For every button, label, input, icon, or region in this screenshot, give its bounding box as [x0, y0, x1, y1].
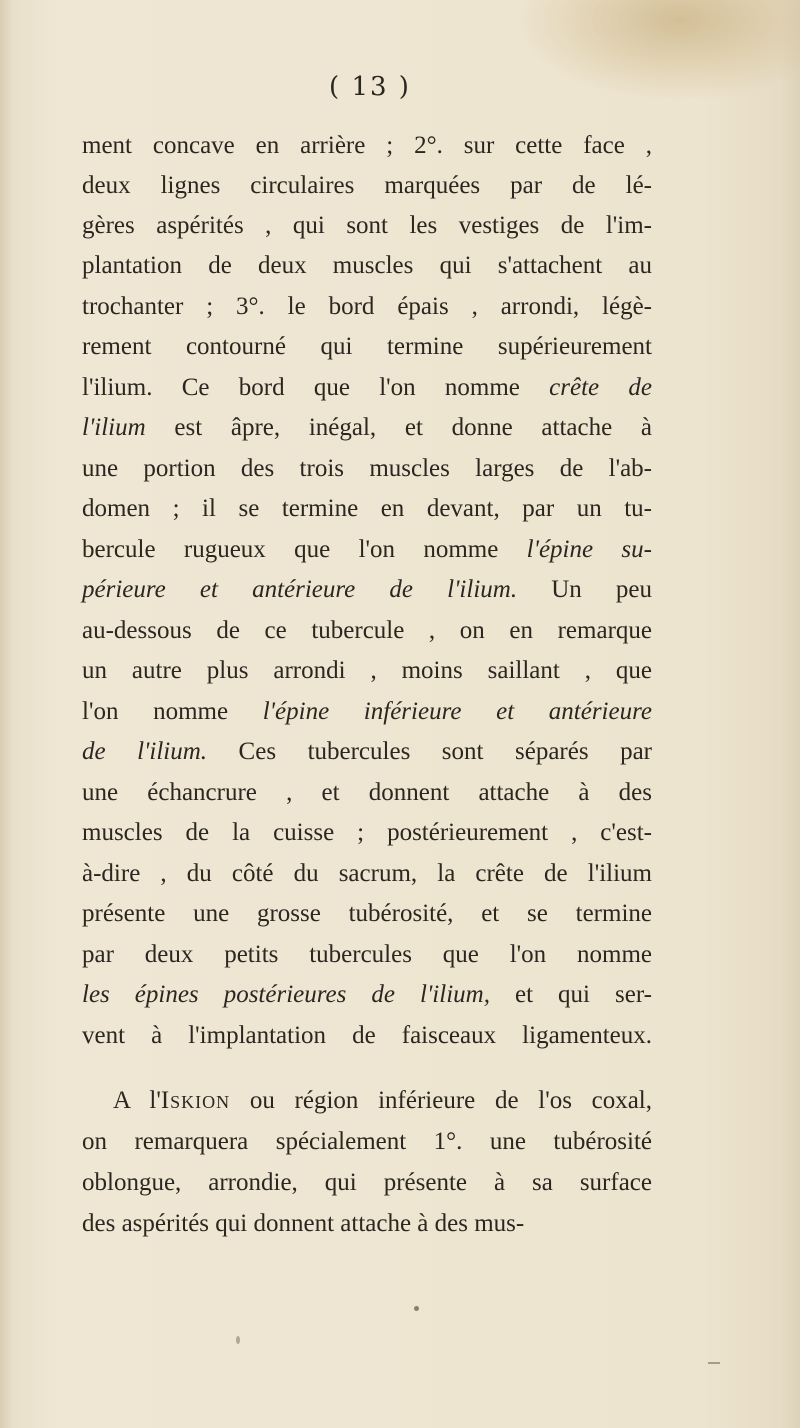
text-line: bercule rugueux que l'on nomme l'épine su- [82, 536, 652, 563]
text-line: trochanter ; 3°. le bord épais , arrondi, légè- [82, 293, 652, 320]
text-line: A l'Iskion ou région inférieure de l'os coxal, [113, 1087, 653, 1114]
text-line: périeure et antérieure de l'ilium. Un peu [82, 576, 652, 603]
text-line: deux lignes circulaires marquées par de lé- [82, 172, 652, 199]
text-line: à-dire , du côté du sacrum, la crête de l'ilium [82, 860, 652, 887]
text-line: muscles de la cuisse ; postérieurement , c'est- [82, 819, 652, 846]
italic-term: l'ilium [82, 414, 146, 441]
text-line: des aspérités qui donnent attache à des mus- [82, 1210, 525, 1237]
text-line: les épines postérieures de l'ilium, et qui ser- [82, 981, 652, 1008]
text-line: plantation de deux muscles qui s'attachent au [82, 252, 652, 279]
italic-term: périeure et antérieure de l'ilium. [82, 576, 518, 603]
text-line: l'ilium. Ce bord que l'on nomme crête de [82, 374, 652, 401]
ink-speck [708, 1362, 720, 1364]
text-line: vent à l'implantation de faisceaux ligamenteux. [82, 1022, 652, 1049]
italic-term: les épines postérieures de l'ilium, [82, 981, 490, 1008]
text-line: au-dessous de ce tubercule , on en remarque [82, 617, 652, 644]
italic-term: l'épine su- [526, 536, 652, 563]
text-line: présente une grosse tubérosité, et se termine [82, 900, 652, 927]
italic-term: l'épine inférieure et antérieure [262, 698, 652, 725]
page-number: ( 13 ) [329, 72, 411, 102]
text-line: une échancrure , et donnent attache à des [82, 779, 652, 806]
text-line: l'ilium est âpre, inégal, et donne attache à [82, 414, 652, 441]
text-line: un autre plus arrondi , moins saillant , que [82, 657, 652, 684]
italic-term: de l'ilium. [82, 738, 208, 765]
ink-speck [236, 1336, 240, 1344]
text-line: rement contourné qui termine supérieurement [82, 333, 652, 360]
text-line: l'on nomme l'épine inférieure et antérieure [82, 698, 652, 725]
text-line: domen ; il se termine en devant, par un tu- [82, 495, 652, 522]
text-line: par deux petits tubercules que l'on nomme [82, 941, 652, 968]
text-line: on remarquera spécialement 1°. une tubérosité [82, 1128, 652, 1155]
text-line: ment concave en arrière ; 2°. sur cette face , [82, 132, 652, 159]
text-line: une portion des trois muscles larges de l'ab- [82, 455, 652, 482]
small-caps-term: Iskion [160, 1087, 231, 1114]
text-line: de l'ilium. Ces tubercules sont séparés par [82, 738, 653, 765]
text-line: oblongue, arrondie, qui présente à sa surface [82, 1169, 652, 1196]
italic-term: crête de [549, 374, 652, 401]
ink-speck [414, 1306, 419, 1311]
text-line: gères aspérités , qui sont les vestiges de l'im- [82, 212, 652, 239]
